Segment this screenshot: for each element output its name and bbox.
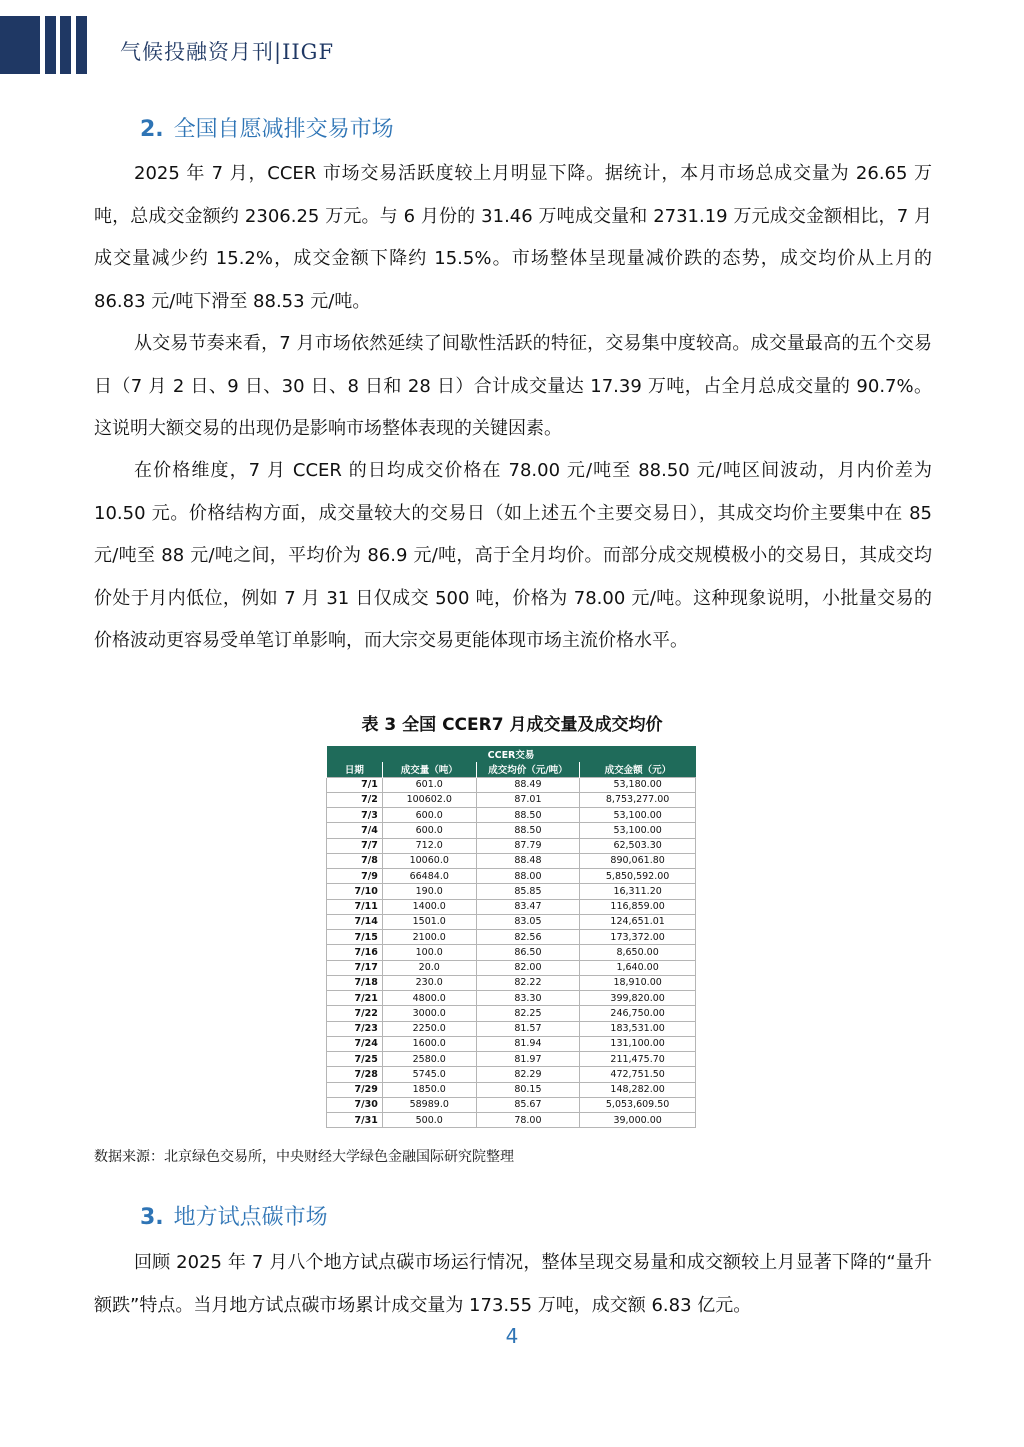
table-row (327, 975, 696, 990)
header-bar (76, 16, 87, 74)
cell-volume: 2580.0 (382, 1052, 476, 1067)
cell-date: 7/24 (327, 1036, 383, 1051)
cell-volume: 600.0 (382, 823, 476, 838)
cell-avg-price: 88.50 (476, 808, 580, 823)
cell-amount: 124,651.01 (580, 914, 696, 929)
cell-date: 7/17 (327, 960, 383, 975)
cell-volume: 2250.0 (382, 1021, 476, 1036)
table-row (327, 884, 696, 899)
cell-volume: 601.0 (382, 777, 476, 792)
cell-avg-price: 83.05 (476, 914, 580, 929)
section-2-number: 2. (140, 117, 164, 142)
table-row (327, 1021, 696, 1036)
section-3-number: 3. (140, 1205, 164, 1230)
table-row (327, 792, 696, 807)
table-row (327, 991, 696, 1006)
cell-amount: 148,282.00 (580, 1082, 696, 1097)
table-row (327, 1052, 696, 1067)
cell-volume: 100602.0 (382, 792, 476, 807)
cell-avg-price: 86.50 (476, 945, 580, 960)
cell-avg-price: 82.00 (476, 960, 580, 975)
header-bar (0, 16, 40, 74)
cell-date: 7/10 (327, 884, 383, 899)
cell-amount: 53,100.00 (580, 823, 696, 838)
cell-date: 7/7 (327, 838, 383, 853)
cell-date: 7/11 (327, 899, 383, 914)
cell-amount: 53,100.00 (580, 808, 696, 823)
cell-amount: 5,053,609.50 (580, 1097, 696, 1112)
ccer-table (326, 746, 696, 1128)
header-bar (60, 16, 71, 74)
section-2-paragraph-1: 2025 年 7 月，CCER 市场交易活跃度较上月明显下降。据统计，本月市场总成交量为 26.65 万吨，总成交金额约 2306.25 万元。与 6 月份的 31.46 万吨成交量和 2731.19 万元成交金额相比，7 月成交量减少约 15.2%，成交金额下降约 15.5%。市场整体呈现量减价跌的态势，成交均价从上月的 86.83 元/吨下滑至 88.53 元/吨。 (94, 163, 932, 312)
cell-avg-price: 87.79 (476, 838, 580, 853)
cell-volume: 4800.0 (382, 991, 476, 1006)
cell-amount: 1,640.00 (580, 960, 696, 975)
column-header-date: 日期 (327, 762, 383, 777)
table-row (327, 808, 696, 823)
table-row (327, 823, 696, 838)
cell-amount: 5,850,592.00 (580, 869, 696, 884)
table-row (327, 1082, 696, 1097)
table-row (327, 1067, 696, 1082)
table-row (327, 930, 696, 945)
section-3-heading (140, 1200, 328, 1231)
cell-volume: 190.0 (382, 884, 476, 899)
cell-volume: 5745.0 (382, 1067, 476, 1082)
cell-volume: 230.0 (382, 975, 476, 990)
cell-volume: 712.0 (382, 838, 476, 853)
cell-amount: 39,000.00 (580, 1113, 696, 1128)
cell-date: 7/21 (327, 991, 383, 1006)
table-row (327, 853, 696, 868)
cell-avg-price: 81.97 (476, 1052, 580, 1067)
cell-amount: 472,751.50 (580, 1067, 696, 1082)
cell-date: 7/2 (327, 792, 383, 807)
cell-avg-price: 82.29 (476, 1067, 580, 1082)
column-header-avg-price: 成交均价（元/吨） (476, 762, 580, 777)
table-row (327, 1036, 696, 1051)
table-row (327, 945, 696, 960)
cell-avg-price: 81.94 (476, 1036, 580, 1051)
cell-date: 7/23 (327, 1021, 383, 1036)
cell-avg-price: 88.48 (476, 853, 580, 868)
table-row (327, 1113, 696, 1128)
cell-date: 7/16 (327, 945, 383, 960)
cell-avg-price: 85.67 (476, 1097, 580, 1112)
cell-volume: 600.0 (382, 808, 476, 823)
cell-volume: 66484.0 (382, 869, 476, 884)
cell-volume: 500.0 (382, 1113, 476, 1128)
cell-amount: 173,372.00 (580, 930, 696, 945)
header-title: 气候投融资月刊|IIGF (120, 40, 335, 64)
cell-amount: 8,650.00 (580, 945, 696, 960)
table-row (327, 1006, 696, 1021)
cell-date: 7/4 (327, 823, 383, 838)
cell-amount: 211,475.70 (580, 1052, 696, 1067)
cell-avg-price: 83.47 (476, 899, 580, 914)
cell-date: 7/15 (327, 930, 383, 945)
cell-volume: 58989.0 (382, 1097, 476, 1112)
section-2-heading (140, 112, 394, 143)
data-source-note: 数据来源：北京绿色交易所，中央财经大学绿色金融国际研究院整理 (94, 1149, 514, 1165)
table-caption: 表 3 全国 CCER7 月成交量及成交均价 (361, 715, 663, 735)
cell-amount: 399,820.00 (580, 991, 696, 1006)
table-row (327, 899, 696, 914)
table-row (327, 838, 696, 853)
cell-date: 7/8 (327, 853, 383, 868)
cell-date: 7/28 (327, 1067, 383, 1082)
section-2-paragraph-2: 从交易节奏来看，7 月市场依然延续了间歇性活跃的特征，交易集中度较高。成交量最高的五个交易日（7 月 2 日、9 日、30 日、8 日和 28 日）合计成交量达 17.39 万吨，占全月总成交量的 90.7%。这说明大额交易的出现仍是影响市场整体表现的关键因素。 (94, 333, 932, 439)
table-row (327, 777, 696, 792)
cell-volume: 2100.0 (382, 930, 476, 945)
cell-amount: 8,753,277.00 (580, 792, 696, 807)
table-row (327, 960, 696, 975)
cell-avg-price: 88.49 (476, 777, 580, 792)
cell-amount: 62,503.30 (580, 838, 696, 853)
cell-avg-price: 80.15 (476, 1082, 580, 1097)
cell-volume: 10060.0 (382, 853, 476, 868)
cell-avg-price: 88.50 (476, 823, 580, 838)
table-row (327, 1097, 696, 1112)
cell-avg-price: 85.85 (476, 884, 580, 899)
cell-amount: 18,910.00 (580, 975, 696, 990)
cell-volume: 1501.0 (382, 914, 476, 929)
cell-amount: 16,311.20 (580, 884, 696, 899)
cell-volume: 100.0 (382, 945, 476, 960)
cell-avg-price: 82.25 (476, 1006, 580, 1021)
cell-date: 7/25 (327, 1052, 383, 1067)
table-group-header: CCER交易 (327, 746, 696, 762)
section-3-paragraph: 回顾 2025 年 7 月八个地方试点碳市场运行情况，整体呈现交易量和成交额较上月显著下降的“量升额跌”特点。当月地方试点碳市场累计成交量为 173.55 万吨，成交额 6.83 亿元。 (94, 1252, 932, 1316)
cell-date: 7/3 (327, 808, 383, 823)
cell-avg-price: 82.56 (476, 930, 580, 945)
cell-volume: 1400.0 (382, 899, 476, 914)
cell-amount: 131,100.00 (580, 1036, 696, 1051)
cell-avg-price: 78.00 (476, 1113, 580, 1128)
section-2-title: 全国自愿减排交易市场 (173, 117, 394, 142)
cell-volume: 1600.0 (382, 1036, 476, 1051)
cell-date: 7/1 (327, 777, 383, 792)
cell-avg-price: 83.30 (476, 991, 580, 1006)
header-bar (45, 16, 56, 74)
cell-date: 7/29 (327, 1082, 383, 1097)
column-header-amount: 成交金额（元） (580, 762, 696, 777)
cell-date: 7/31 (327, 1113, 383, 1128)
section-2-paragraph-3: 在价格维度，7 月 CCER 的日均成交价格在 78.00 元/吨至 88.50 元/吨区间波动，月内价差为 10.50 元。价格结构方面，成交量较大的交易日（如上述五个主要交易日），其成交均价主要集中在 85 元/吨至 88 元/吨之间，平均价为 86.9 元/吨，高于全月均价。而部分成交规模极小的交易日，其成交均价处于月内低位，例如 7 月 31 日仅成交 500 吨，价格为 78.00 元/吨。这种现象说明，小批量交易的价格波动更容易受单笔订单影响，而大宗交易更能体现市场主流价格水平。 (94, 460, 932, 651)
page-number: 4 (505, 1324, 519, 1348)
cell-date: 7/14 (327, 914, 383, 929)
cell-avg-price: 87.01 (476, 792, 580, 807)
section-3-title: 地方试点碳市场 (173, 1205, 328, 1230)
cell-avg-price: 82.22 (476, 975, 580, 990)
cell-amount: 246,750.00 (580, 1006, 696, 1021)
cell-date: 7/22 (327, 1006, 383, 1021)
table-row (327, 914, 696, 929)
cell-amount: 116,859.00 (580, 899, 696, 914)
cell-date: 7/18 (327, 975, 383, 990)
column-header-volume: 成交量（吨） (382, 762, 476, 777)
cell-amount: 183,531.00 (580, 1021, 696, 1036)
cell-date: 7/30 (327, 1097, 383, 1112)
cell-amount: 890,061.80 (580, 853, 696, 868)
table-body (327, 777, 696, 1128)
cell-avg-price: 88.00 (476, 869, 580, 884)
table-row (327, 869, 696, 884)
cell-amount: 53,180.00 (580, 777, 696, 792)
cell-volume: 1850.0 (382, 1082, 476, 1097)
cell-avg-price: 81.57 (476, 1021, 580, 1036)
cell-date: 7/9 (327, 869, 383, 884)
cell-volume: 20.0 (382, 960, 476, 975)
cell-volume: 3000.0 (382, 1006, 476, 1021)
